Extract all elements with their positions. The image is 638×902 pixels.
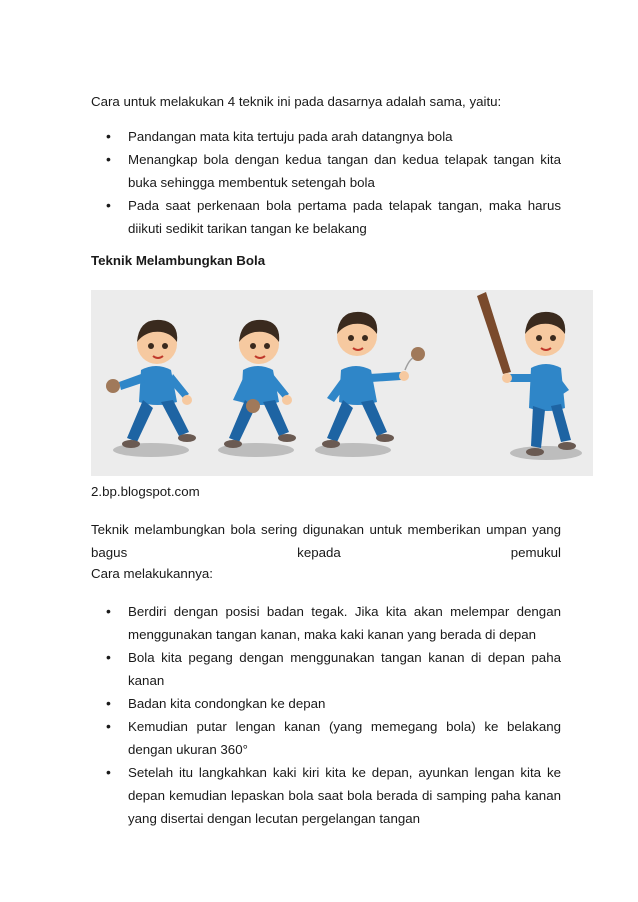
list-item: • Kemudian putar lengan kanan (yang memegang bola) ke belakang dengan ukuran 360° xyxy=(91,715,561,761)
kid-figure-3 xyxy=(322,312,425,448)
word: bagus xyxy=(91,545,128,560)
list-item: • Bola kita pegang dengan menggunakan tangan kanan di depan paha kanan xyxy=(91,646,561,692)
word: pemukul xyxy=(510,545,561,560)
paragraph-line: Cara melakukannya: xyxy=(91,566,213,581)
list-item: • Berdiri dengan posisi badan tegak. Jika kita akan melempar dengan menggunakan tangan kanan, maka kaki kanan yang berada di depan xyxy=(91,600,561,646)
list-item: • Pada saat perkenaan bola pertama pada telapak tangan, maka harus diikuti sedikit tarikan tangan ke belakang xyxy=(91,194,561,240)
word: kepada xyxy=(297,545,341,560)
bat xyxy=(477,292,511,374)
paragraph-line xyxy=(91,541,561,564)
kid-figure-2 xyxy=(224,320,296,448)
list-item: • Setelah itu langkahkan kaki kiri kita ke depan, ayunkan lengan kita ke depan kemudian lepaskan bola saat bola berada di samping paha kanan yang disertai dengan lecutan pergelangan tangan xyxy=(91,761,561,830)
intro-text: Cara untuk melakukan 4 teknik ini pada dasarnya adalah sama, yaitu: xyxy=(91,94,502,109)
section-heading: Teknik Melambungkan Bola xyxy=(91,253,266,268)
list-item: • Pandangan mata kita tertuju pada arah datangnya bola xyxy=(91,125,561,148)
list-item: • Menangkap bola dengan kedua tangan dan kedua telapak tangan kita buka sehingga membentuk setengah bola xyxy=(91,148,561,194)
catching-steps-list xyxy=(91,125,561,240)
list-item: • Badan kita condongkan ke depan xyxy=(91,692,561,715)
kid-batter xyxy=(477,292,576,456)
kids-throwing-illustration xyxy=(91,290,593,476)
illustration-throwing-sequence xyxy=(91,290,593,476)
kid-figure-1 xyxy=(106,320,196,448)
image-caption: 2.bp.blogspot.com xyxy=(91,484,200,499)
paragraph-line: Teknik melambungkan bola sering digunakan untuk memberikan umpan yang xyxy=(91,522,561,537)
throwing-steps-list xyxy=(91,600,561,830)
